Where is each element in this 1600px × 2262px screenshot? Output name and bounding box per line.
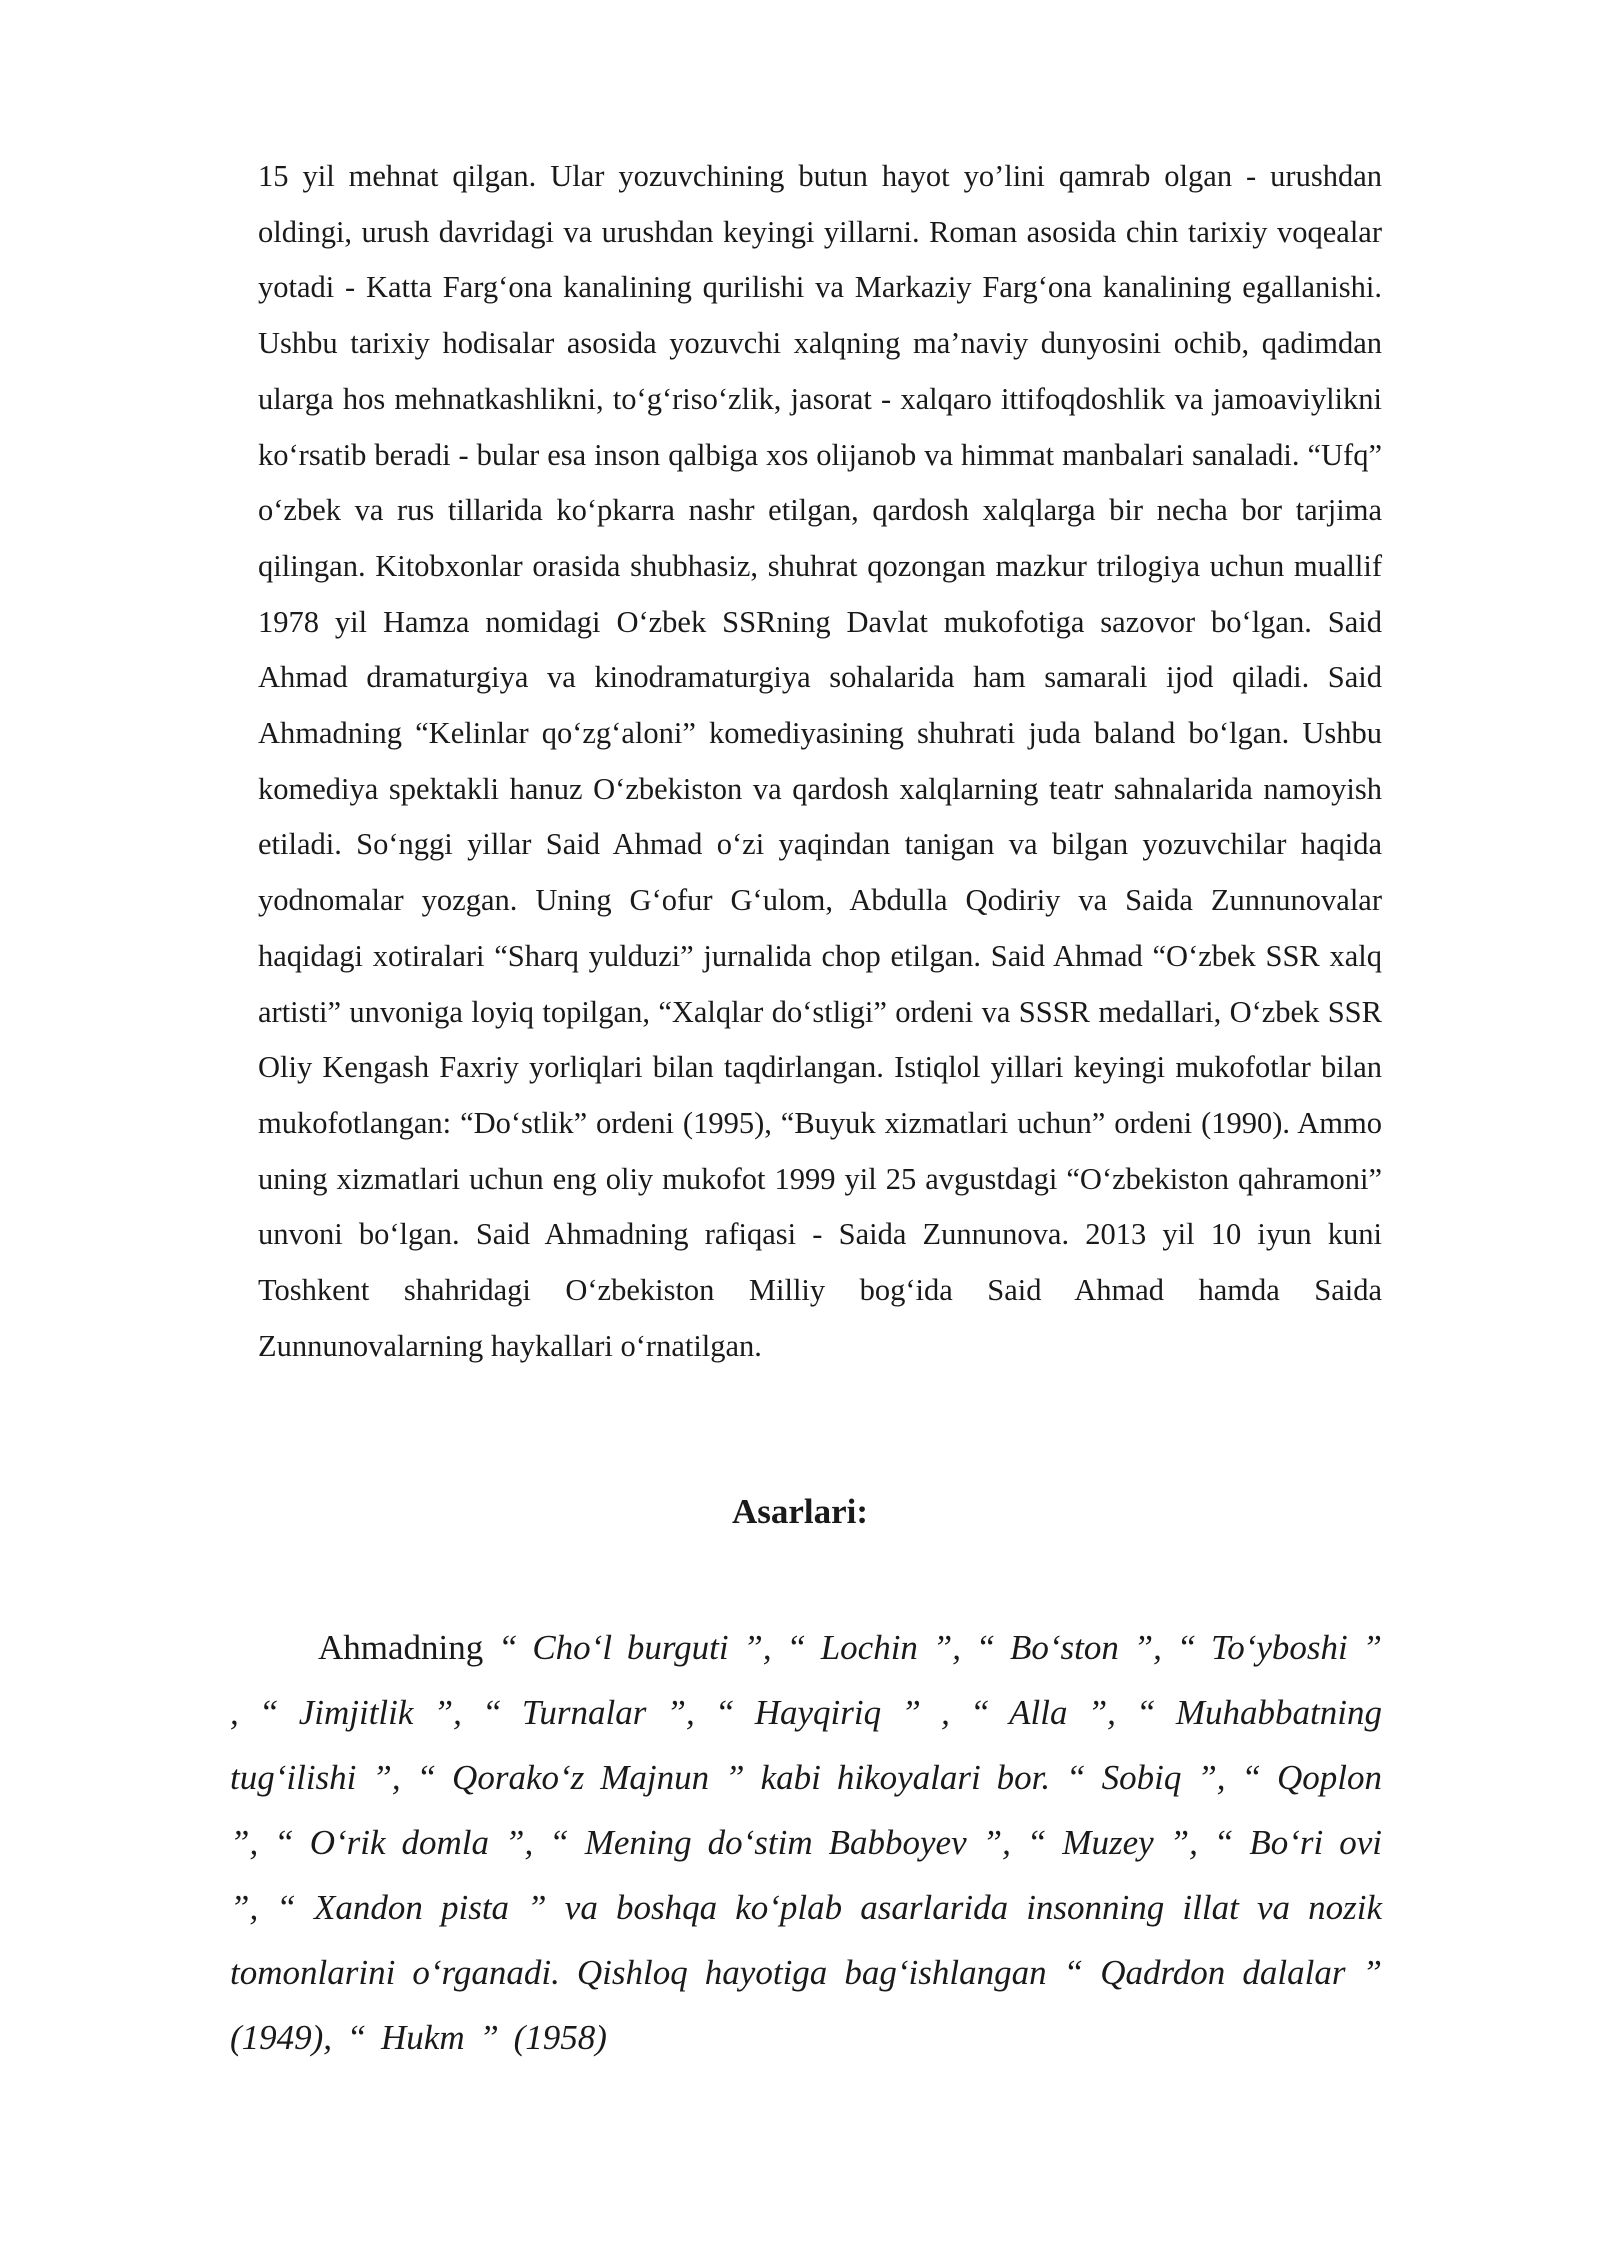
biography-paragraph: 15 yil mehnat qilgan. Ular yozuvchining butun hayot yo’lini qamrab olgan - urushdan oldingi, urush davridagi va urushdan keyingi yillarni. Roman asosida chin tarixiy voqealar yotadi - Katta Farg‘ona kanalining qurilishi va Markaziy Farg‘ona kanalining egallanishi. Ushbu tarixiy hodisalar asosida yozuvchi xalqning ma’naviy dunyosini ochib, qadimdan ularga hos mehnatkashlikni, to‘g‘riso‘zlik, jasorat - xalqaro ittifoqdoshlik va jamoaviylikni ko‘rsatib beradi - bular esa inson qalbiga xos olijanob va himmat manbalari sanaladi. “Ufq” o‘zbek va rus tillarida ko‘pkarra nashr etilgan, qardosh xalqlarga bir necha bor tarjima qilingan. Kitobxonlar orasida shubhasiz, shuhrat qozongan mazkur trilogiya uchun muallif 1978 yil Hamza nomidagi O‘zbek SSRning Davlat mukofotiga sazovor bo‘lgan. Said Ahmad dramaturgiya va kinodramaturgiya sohalarida ham samarali ijod qiladi. Said Ahmadning “Kelinlar qo‘zg‘aloni” komediyasining shuhrati juda baland bo‘lgan. Ushbu komediya spektakli hanuz O‘zbekiston va qardosh xalqlarning teatr sahnalarida namoyish etiladi. So‘nggi yillar Said Ahmad o‘zi yaqindan tanigan va bilgan yozuvchilar haqida yodnomalar yozgan. Uning G‘ofur G‘ulom, Abdulla Qodiriy va Saida Zunnunovalar haqidagi xotiralari “Sharq yulduzi” jurnalida chop etilgan. Said Ahmad “O‘zbek SSR xalq artisti” unvoniga loyiq topilgan, “Xalqlar do‘stligi” ordeni va SSSR medallari, O‘zbek SSR Oliy Kengash Faxriy yorliqlari bilan taqdirlangan. Istiqlol yillari keyingi mukofotlar bilan mukofotlangan: “Do‘stlik” ordeni (1995), “Buyuk xizmatlari uchun” ordeni (1990). Ammo uning xizmatlari uchun eng oliy mukofot 1999 yil 25 avgustdagi “O‘zbekiston qahramoni” unvoni bo‘lgan. Said Ahmadning rafiqasi - Saida Zunnunova. 2013 yil 10 iyun kuni Toshkent shahridagi O‘zbekiston Milliy bog‘ida Said Ahmad hamda Saida Zunnunovalarning haykallari o‘rnatilgan. bbox=[258, 159, 1382, 1363]
works-list-text: “ Cho‘l burguti ”, “ Lochin ”, “ Bo‘ston ”, “ To‘yboshi ” , “ Jimjitlik ”, “ Turnalar ”, “ Hayqiriq ” , “ Alla ”, “ Muhabbatning tug‘ilishi ”, “ Qorako‘z Majnun ” kabi hikoyalari bor. “ Sobiq ”, “ Qoplon ”, “ O‘rik domla ”, “ Mening do‘stim Babboyev ”, “ Muzey ”, “ Bo‘ri ovi ”, “ Xandon pista ” va boshqa ko‘plab asarlarida insonning illat va nozik tomonlarini o‘rganadi. Qishloq hayotiga bag‘ishlangan “ Qadrdon dalalar ” (1949), “ Hukm ” (1958) bbox=[230, 1628, 1383, 2057]
section-heading-works: Asarlari: bbox=[731, 1492, 869, 1531]
works-paragraph bbox=[230, 1615, 1382, 2070]
works-lead-word: Ahmadning bbox=[318, 1628, 484, 1667]
